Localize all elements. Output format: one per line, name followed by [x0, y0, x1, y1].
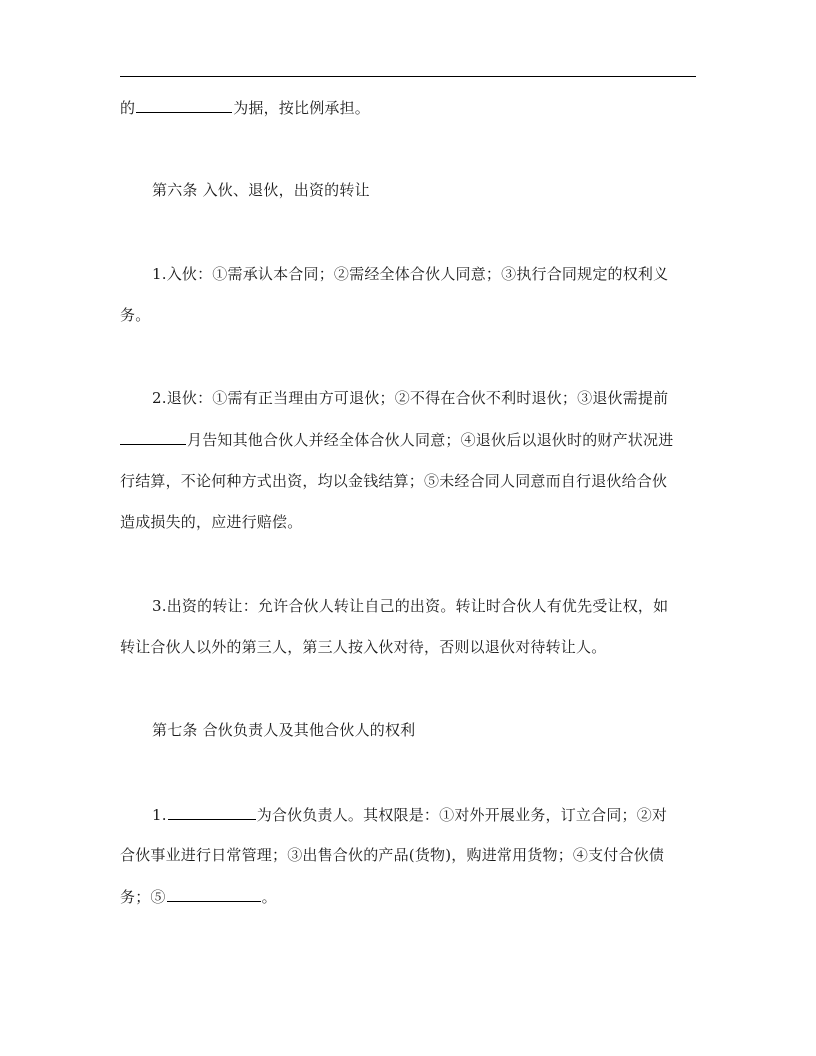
paragraph-line: 1.入伙：①需承认本合同；②需经全体合伙人同意；③执行合同规定的权利义	[152, 265, 669, 283]
paragraph-line	[120, 97, 696, 118]
article-7-title: 第七条 合伙负责人及其他合伙人的权利	[152, 721, 416, 739]
text: 1.	[152, 806, 167, 824]
fill-in-blank[interactable]	[168, 804, 256, 820]
fill-in-blank[interactable]	[136, 97, 232, 113]
paragraph-line: 合伙事业进行日常管理；③出售合伙的产品(货物)，购进常用货物；④支付合伙债	[120, 846, 665, 864]
text: 。	[261, 888, 277, 906]
fill-in-blank[interactable]	[167, 886, 261, 902]
paragraph-line: 2.退伙：①需有正当理由方可退伙；②不得在合伙不利时退伙；③退伙需提前	[152, 389, 669, 407]
paragraph-line: 3.出资的转让：允许合伙人转让自己的出资。转让时合伙人有优先受让权，如	[152, 597, 669, 615]
paragraph-line	[120, 429, 696, 450]
text: 的	[120, 99, 136, 117]
paragraph-line: 务。	[120, 306, 151, 324]
paragraph-line	[120, 886, 696, 907]
paragraph-line	[152, 804, 696, 825]
article-6-title: 第六条 入伙、退伙，出资的转让	[152, 181, 370, 199]
text: 为据，按比例承担。	[233, 99, 371, 117]
text: 务；⑤	[120, 888, 166, 906]
paragraph-line: 转让合伙人以外的第三人，第三人按入伙对待，否则以退伙对待转让人。	[120, 638, 607, 656]
fill-in-blank[interactable]	[120, 429, 186, 445]
header-rule	[120, 76, 696, 77]
text: 月告知其他合伙人并经全体合伙人同意；④退伙后以退伙时的财产状况进	[187, 431, 674, 449]
paragraph-line: 行结算，不论何种方式出资，均以金钱结算；⑤未经合同人同意而自行退伙给合伙	[120, 472, 668, 490]
text: 为合伙负责人。其权限是：①对外开展业务，订立合同；②对	[256, 806, 668, 824]
paragraph-line: 造成损失的，应进行赔偿。	[120, 513, 303, 531]
